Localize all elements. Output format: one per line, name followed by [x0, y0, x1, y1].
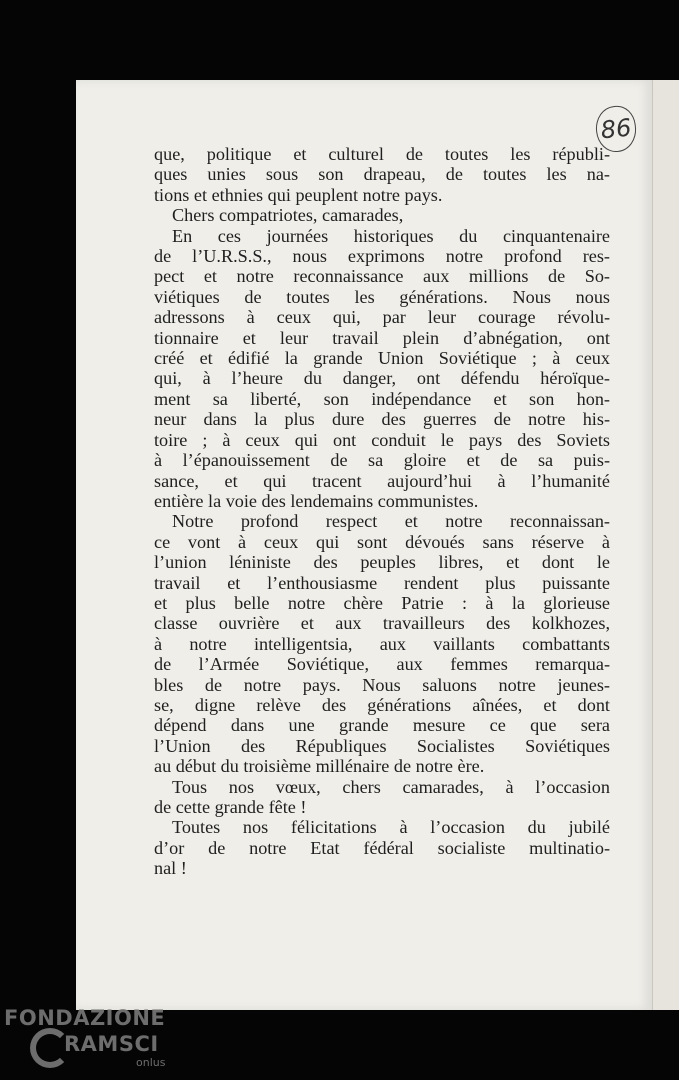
fondazione-gramsci-watermark: [4, 1006, 174, 1080]
document-page: [76, 80, 652, 1010]
text-line: nal !: [154, 858, 187, 879]
text-line: ques unies sous son drapeau, de toutes les na-: [154, 164, 610, 185]
text-line: Toutes nos félicitations à l’occasion du jubilé: [172, 817, 610, 838]
text-line: à notre intelligentsia, aux vaillants combattants: [154, 633, 610, 654]
text-line: sance, et qui tracent aujourd’hui à l’humanité: [154, 470, 610, 491]
text-line: qui, à l’heure du danger, ont défendu héroïque-: [154, 368, 610, 389]
text-line: adressons à ceux qui, par leur courage révolu-: [154, 307, 610, 328]
text-line: viétiques de toutes les générations. Nous nous: [154, 286, 610, 307]
text-line: et plus belle notre chère Patrie : à la glorieuse: [154, 592, 610, 613]
text-line: neur dans la plus dure des guerres de notre his-: [154, 409, 610, 430]
text-line: En ces journées historiques du cinquantenaire: [172, 225, 610, 246]
text-line: pect et notre reconnaissance aux millions de So-: [154, 266, 610, 287]
text-line: de cette grande fête !: [154, 797, 307, 817]
text-line: toire ; à ceux qui ont conduit le pays des Soviets: [154, 429, 610, 450]
watermark-sub: onlus: [136, 1056, 166, 1069]
body-text: [154, 144, 610, 879]
text-line: l’union léniniste des peuples libres, et dont le: [154, 552, 610, 573]
text-line: classe ouvrière et aux travailleurs des kolkhozes,: [154, 613, 610, 634]
text-line: dépend dans une grande mesure ce que sera: [154, 715, 610, 736]
text-line: ment sa liberté, son indépendance et son hon-: [154, 388, 610, 409]
text-line: Tous nos vœux, chers camarades, à l’occasion: [172, 776, 610, 797]
text-line: l’Union des Républiques Socialistes Soviétiques: [154, 735, 610, 756]
text-line: au début du troisième millénaire de notre ère.: [154, 756, 485, 777]
text-line: bles de notre pays. Nous saluons notre jeunes-: [154, 674, 610, 695]
text-line: tions et ethnies qui peuplent notre pays.: [154, 184, 443, 205]
text-line: créé et édifié la grande Union Soviétique ; à ceux: [154, 348, 610, 369]
text-line: de l’Armée Soviétique, aux femmes remarqua-: [154, 654, 610, 675]
handwritten-page-number: 86: [594, 104, 639, 154]
text-line: se, digne relève des générations aînées, et dont: [154, 694, 610, 715]
text-line: Notre profond respect et notre reconnaissan-: [172, 511, 610, 532]
text-line: entière la voie des lendemains communistes.: [154, 490, 479, 511]
text-line: que, politique et culturel de toutes les républi-: [154, 144, 610, 164]
watermark-line-1: FONDAZIONE: [4, 1006, 166, 1030]
text-line: ce vont à ceux qui sont dévoués sans réserve à: [154, 531, 610, 552]
text-line: à l’épanouissement de sa gloire et de sa puis-: [154, 450, 610, 471]
watermark-line-2: RAMSCI: [64, 1032, 159, 1056]
text-line: Chers compatriotes, camarades,: [172, 205, 404, 226]
text-line: travail et l’enthousiasme rendent plus puissante: [154, 572, 610, 593]
adjacent-page-edge: [652, 80, 679, 1010]
text-line: de l’U.R.S.S., nous exprimons notre profond res-: [154, 246, 610, 267]
text-line: d’or de notre Etat fédéral socialiste multinatio-: [154, 837, 610, 858]
text-line: tionnaire et leur travail plein d’abnégation, ont: [154, 327, 610, 348]
